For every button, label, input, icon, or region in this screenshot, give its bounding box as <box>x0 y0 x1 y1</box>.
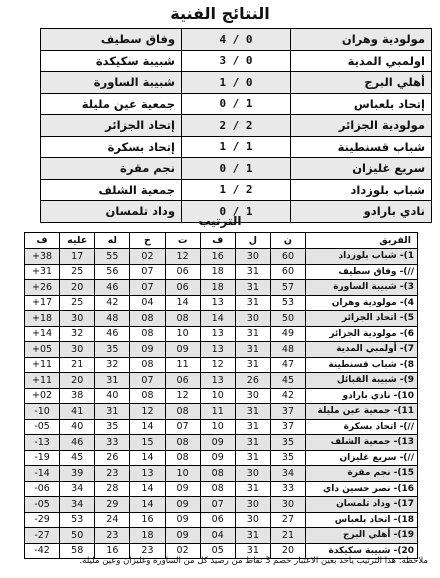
goals-for: 28 <box>95 481 130 497</box>
points: 21 <box>270 528 305 544</box>
goals-for: 48 <box>95 311 130 327</box>
won: 18 <box>200 280 235 296</box>
drawn: 12 <box>165 249 200 265</box>
goals-against: 34 <box>60 481 95 497</box>
won: 08 <box>200 481 235 497</box>
goal-diff: +17 <box>25 295 60 311</box>
goals-for: 35 <box>95 419 130 435</box>
lost: 07 <box>130 373 165 389</box>
points: 20 <box>270 543 305 559</box>
points: 47 <box>270 357 305 373</box>
drawn: 07 <box>165 419 200 435</box>
team-name: 10)- نادي بارادو <box>306 388 418 404</box>
match-score: 3 / 0 <box>182 50 291 72</box>
header-lost: خ <box>130 233 165 249</box>
home-team: نادي بارادو <box>291 201 432 223</box>
home-team: سريع غليزان <box>291 158 432 180</box>
won: 13 <box>200 295 235 311</box>
won: 14 <box>200 311 235 327</box>
lost: 08 <box>130 311 165 327</box>
match-score: 1 / 1 <box>182 136 291 158</box>
home-team: إتحاد بلعباس <box>291 93 432 115</box>
lost: 08 <box>130 326 165 342</box>
goals-against: 32 <box>60 326 95 342</box>
played: 31 <box>235 450 270 466</box>
team-name: 7)- أولمبي المدية <box>306 342 418 358</box>
standings-row <box>25 497 418 513</box>
played: 30 <box>235 466 270 482</box>
goal-diff: -19 <box>25 450 60 466</box>
goals-against: 50 <box>60 528 95 544</box>
result-row <box>41 136 432 158</box>
won: 13 <box>200 326 235 342</box>
result-row <box>41 29 432 51</box>
goal-diff: +11 <box>25 357 60 373</box>
header-goal-diff: ف <box>25 233 60 249</box>
goal-diff: +11 <box>25 373 60 389</box>
standings-row <box>25 435 418 451</box>
played: 31 <box>235 264 270 280</box>
team-name: //)- اتحاد بسكرة <box>306 419 418 435</box>
lost: 04 <box>130 295 165 311</box>
points: 60 <box>270 249 305 265</box>
match-score: 4 / 0 <box>182 29 291 51</box>
goals-for: 40 <box>95 388 130 404</box>
team-name: 4)- مولودية وهران <box>306 295 418 311</box>
match-score: 1 / 2 <box>182 179 291 201</box>
lost: 23 <box>130 543 165 559</box>
lost: 09 <box>130 342 165 358</box>
lost: 14 <box>130 497 165 513</box>
played: 30 <box>235 388 270 404</box>
goals-for: 55 <box>95 249 130 265</box>
standings-row <box>25 528 418 544</box>
won: 11 <box>200 404 235 420</box>
header-won: ف <box>200 233 235 249</box>
lost: 14 <box>130 481 165 497</box>
won: 13 <box>200 373 235 389</box>
won: 13 <box>200 342 235 358</box>
drawn: 14 <box>165 295 200 311</box>
result-row <box>41 72 432 94</box>
drawn: 09 <box>165 497 200 513</box>
goals-for: 46 <box>95 280 130 296</box>
won: 07 <box>200 497 235 513</box>
drawn: 02 <box>165 543 200 559</box>
standings-row <box>25 264 418 280</box>
goals-against: 21 <box>60 357 95 373</box>
drawn: 06 <box>165 373 200 389</box>
standings-row <box>25 466 418 482</box>
team-name: 16)- نصر حسين داي <box>306 481 418 497</box>
lost: 08 <box>130 357 165 373</box>
won: 04 <box>200 528 235 544</box>
drawn: 06 <box>165 264 200 280</box>
goals-against: 17 <box>60 249 95 265</box>
team-name: 20)- شبيبة سكيكدة <box>306 543 418 559</box>
goals-against: 25 <box>60 295 95 311</box>
goal-diff: +31 <box>25 264 60 280</box>
header-points: ن <box>270 233 305 249</box>
won: 09 <box>200 450 235 466</box>
lost: 18 <box>130 528 165 544</box>
goals-against: 20 <box>60 280 95 296</box>
drawn: 09 <box>165 528 200 544</box>
team-name: 13)- جمعية الشلف <box>306 435 418 451</box>
played: 31 <box>235 435 270 451</box>
header-drawn: ت <box>165 233 200 249</box>
goal-diff: -14 <box>25 466 60 482</box>
goal-diff: -05 <box>25 419 60 435</box>
points: 37 <box>270 404 305 420</box>
goals-against: 25 <box>60 264 95 280</box>
goals-against: 58 <box>60 543 95 559</box>
drawn: 12 <box>165 388 200 404</box>
points: 35 <box>270 450 305 466</box>
team-name: //)- سريع غليزان <box>306 450 418 466</box>
header-team: الفريق <box>306 233 418 249</box>
goals-for: 31 <box>95 404 130 420</box>
away-team: وفاق سطيف <box>41 29 182 51</box>
result-row <box>41 93 432 115</box>
away-team: نجم مقرة <box>41 158 182 180</box>
results-title: النتائج الفنية <box>170 4 270 23</box>
points: 60 <box>270 264 305 280</box>
played: 31 <box>235 404 270 420</box>
drawn: 09 <box>165 342 200 358</box>
points: 50 <box>270 311 305 327</box>
goals-for: 23 <box>95 528 130 544</box>
header-goals-for: له <box>95 233 130 249</box>
points: 37 <box>270 419 305 435</box>
played: 30 <box>235 311 270 327</box>
goals-for: 23 <box>95 466 130 482</box>
points: 42 <box>270 388 305 404</box>
team-name: //)- وفاق سطيف <box>306 264 418 280</box>
goal-diff: -27 <box>25 528 60 544</box>
team-name: 8)- شباب قسنطينة <box>306 357 418 373</box>
drawn: 06 <box>165 280 200 296</box>
goals-against: 53 <box>60 512 95 528</box>
lost: 16 <box>130 512 165 528</box>
lost: 13 <box>130 466 165 482</box>
points: 49 <box>270 326 305 342</box>
result-row <box>41 115 432 137</box>
played: 26 <box>235 373 270 389</box>
goals-against: 38 <box>60 388 95 404</box>
standings-row <box>25 357 418 373</box>
team-name: 1)- شباب بلوزداد <box>306 249 418 265</box>
won: 06 <box>200 512 235 528</box>
goal-diff: +18 <box>25 311 60 327</box>
points: 45 <box>270 373 305 389</box>
home-team: مولودية وهران <box>291 29 432 51</box>
points: 30 <box>270 497 305 513</box>
home-team: اولمبي المدية <box>291 50 432 72</box>
played: 30 <box>235 249 270 265</box>
goal-diff: -42 <box>25 543 60 559</box>
points: 34 <box>270 466 305 482</box>
goals-for: 24 <box>95 512 130 528</box>
won: 18 <box>200 264 235 280</box>
standings-row <box>25 295 418 311</box>
drawn: 08 <box>165 311 200 327</box>
won: 08 <box>200 466 235 482</box>
goals-for: 16 <box>95 543 130 559</box>
won: 16 <box>200 249 235 265</box>
lost: 12 <box>130 404 165 420</box>
lost: 08 <box>130 388 165 404</box>
goals-for: 35 <box>95 342 130 358</box>
played: 31 <box>235 481 270 497</box>
drawn: 10 <box>165 466 200 482</box>
home-team: مولودية الجزائر <box>291 115 432 137</box>
team-name: 11)- جمعية عين مليلة <box>306 404 418 420</box>
played: 31 <box>235 543 270 559</box>
standings-table <box>24 232 418 559</box>
header-goals-against: عليه <box>60 233 95 249</box>
standings-row <box>25 280 418 296</box>
standings-header-row <box>25 233 418 249</box>
goals-against: 39 <box>60 466 95 482</box>
goals-for: 29 <box>95 497 130 513</box>
team-name: 5)- اتحاد الجزائر <box>306 311 418 327</box>
drawn: 11 <box>165 357 200 373</box>
won: 10 <box>200 388 235 404</box>
goal-diff: +38 <box>25 249 60 265</box>
away-team: شبيبة سكيكدة <box>41 50 182 72</box>
drawn: 08 <box>165 450 200 466</box>
goal-diff: -06 <box>25 481 60 497</box>
standings-row <box>25 419 418 435</box>
result-row <box>41 158 432 180</box>
team-name: 3)- شبيبة الساورة <box>306 280 418 296</box>
standings-row <box>25 326 418 342</box>
played: 30 <box>235 512 270 528</box>
lost: 07 <box>130 280 165 296</box>
goals-for: 32 <box>95 357 130 373</box>
goals-for: 33 <box>95 435 130 451</box>
team-name: 17)- وداد تلمسان <box>306 497 418 513</box>
standings-row <box>25 342 418 358</box>
team-name: 15)- نجم مقرة <box>306 466 418 482</box>
goals-for: 31 <box>95 373 130 389</box>
match-score: 1 / 0 <box>182 72 291 94</box>
away-team: جمعية الشلف <box>41 179 182 201</box>
team-name: 18)- اتحاد بلعباس <box>306 512 418 528</box>
home-team: شباب بلوزداد <box>291 179 432 201</box>
goals-against: 30 <box>60 311 95 327</box>
lost: 14 <box>130 419 165 435</box>
played: 31 <box>235 342 270 358</box>
goal-diff: +14 <box>25 326 60 342</box>
goals-against: 20 <box>60 373 95 389</box>
points: 35 <box>270 435 305 451</box>
won: 12 <box>200 357 235 373</box>
standings-row <box>25 481 418 497</box>
lost: 14 <box>130 450 165 466</box>
goal-diff: +05 <box>25 342 60 358</box>
home-team: أهلي البرج <box>291 72 432 94</box>
standings-row <box>25 373 418 389</box>
match-score: 0 / 1 <box>182 201 291 223</box>
standings-row <box>25 388 418 404</box>
played: 30 <box>235 497 270 513</box>
team-name: 19)- أهلي البرج <box>306 528 418 544</box>
drawn: 09 <box>165 481 200 497</box>
match-score: 0 / 1 <box>182 158 291 180</box>
standings-row <box>25 404 418 420</box>
match-score: 2 / 2 <box>182 115 291 137</box>
goals-for: 56 <box>95 264 130 280</box>
played: 31 <box>235 528 270 544</box>
header-played: ل <box>235 233 270 249</box>
drawn: 08 <box>165 435 200 451</box>
played: 31 <box>235 326 270 342</box>
away-team: شبيبة الساورة <box>41 72 182 94</box>
goals-for: 42 <box>95 295 130 311</box>
match-score: 0 / 1 <box>182 93 291 115</box>
lost: 15 <box>130 435 165 451</box>
goal-diff: +26 <box>25 280 60 296</box>
results-table <box>40 28 432 223</box>
drawn: 08 <box>165 404 200 420</box>
standings-row <box>25 249 418 265</box>
played: 31 <box>235 295 270 311</box>
goals-against: 45 <box>60 450 95 466</box>
played: 31 <box>235 419 270 435</box>
result-row <box>41 179 432 201</box>
goals-against: 30 <box>60 342 95 358</box>
drawn: 09 <box>165 512 200 528</box>
away-team: جمعية عين مليلة <box>41 93 182 115</box>
goals-against: 40 <box>60 419 95 435</box>
points: 57 <box>270 280 305 296</box>
standings-row <box>25 311 418 327</box>
lost: 02 <box>130 249 165 265</box>
goals-for: 46 <box>95 326 130 342</box>
team-name: 6)- مولودية الجزائر <box>306 326 418 342</box>
goal-diff: -05 <box>25 497 60 513</box>
home-team: شباب قسنطينة <box>291 136 432 158</box>
goals-against: 34 <box>60 497 95 513</box>
goals-for: 26 <box>95 450 130 466</box>
drawn: 10 <box>165 326 200 342</box>
standings-title: الترتيب <box>198 214 242 228</box>
goals-against: 46 <box>60 435 95 451</box>
won: 09 <box>200 435 235 451</box>
away-team: إتحاد بسكرة <box>41 136 182 158</box>
standings-row <box>25 512 418 528</box>
points: 33 <box>270 481 305 497</box>
goal-diff: -13 <box>25 435 60 451</box>
away-team: إتحاد الجزائر <box>41 115 182 137</box>
away-team: وداد تلمسان <box>41 201 182 223</box>
points: 48 <box>270 342 305 358</box>
goal-diff: -29 <box>25 512 60 528</box>
team-name: 9)- شبيبة القبائل <box>306 373 418 389</box>
won: 10 <box>200 419 235 435</box>
lost: 07 <box>130 264 165 280</box>
result-row <box>41 50 432 72</box>
footnote: ملاحظة: هذا الترتيب يأخذ بعين الاعتبار خصم 3 نقاط من رصيد كل من الساورة وغليزان وعين مليلة. <box>79 556 428 566</box>
goal-diff: -10 <box>25 404 60 420</box>
standings-row <box>25 450 418 466</box>
points: 53 <box>270 295 305 311</box>
goals-against: 41 <box>60 404 95 420</box>
played: 31 <box>235 357 270 373</box>
played: 31 <box>235 280 270 296</box>
goal-diff: +02 <box>25 388 60 404</box>
won: 05 <box>200 543 235 559</box>
points: 27 <box>270 512 305 528</box>
